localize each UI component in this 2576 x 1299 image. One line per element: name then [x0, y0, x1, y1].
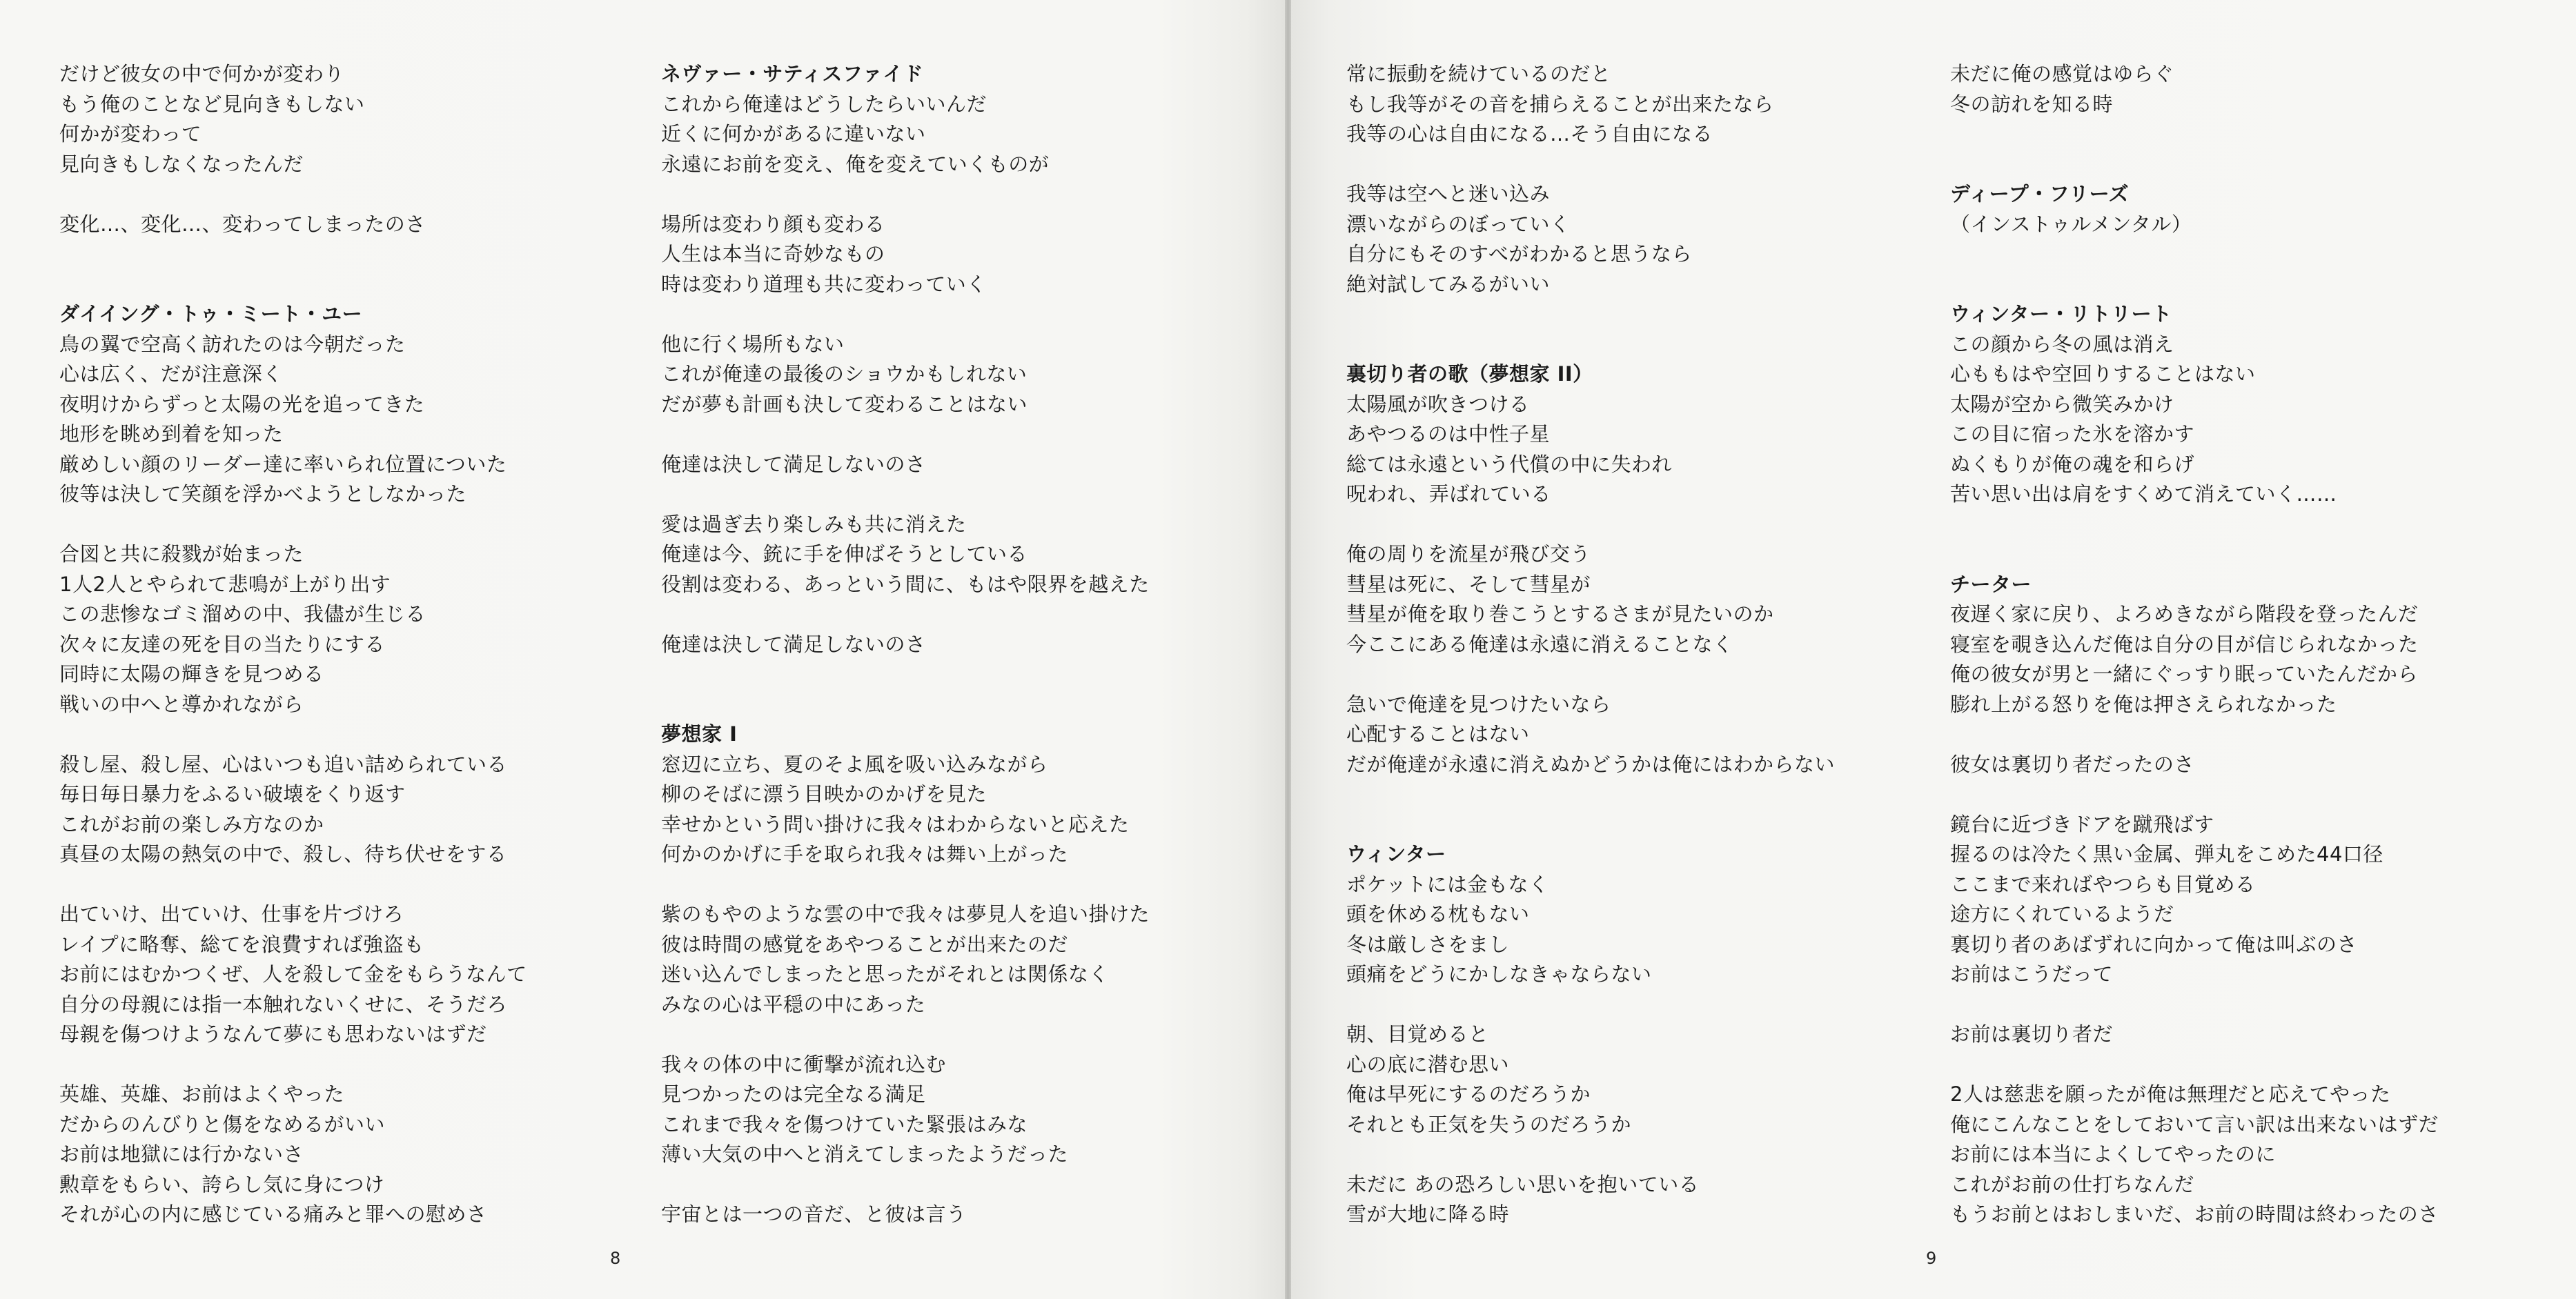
- lyric-line: 俺達は今、銃に手を伸ばそうとしている: [661, 542, 1028, 566]
- lyric-line: 冬は厳しさをまし: [1346, 932, 1510, 956]
- stanza-gap: [1346, 330, 1940, 360]
- lyric-line: 太陽が空から微笑みかけ: [1950, 392, 2174, 416]
- stanza-gap: [661, 870, 1255, 900]
- stanza-gap: [661, 299, 1255, 330]
- lyric-line: 自分の母親には指一本触れないくせに、そうだろ: [59, 992, 508, 1016]
- lyric-line: これが俺達の最後のショウかもしれない: [661, 362, 1028, 386]
- lyric-line: 見向きもしなくなったんだ: [59, 152, 304, 176]
- lyric-line: 太陽風が吹きつける: [1346, 392, 1530, 416]
- stanza-gap: [1346, 510, 1940, 540]
- lyric-line: 合図と共に殺戮が始まった: [59, 542, 304, 566]
- stanza-gap: [661, 599, 1255, 630]
- lyric-line: 毎日毎日暴力をふるい破壊をくり返す: [59, 782, 406, 806]
- lyric-line: 他に行く場所もない: [661, 332, 845, 356]
- lyric-line: 夜遅く家に戻り、よろめきながら階段を登ったんだ: [1950, 602, 2419, 626]
- lyric-line: だが夢も計画も決して変わることはない: [661, 392, 1028, 416]
- lyric-line: 出ていけ、出ていけ、仕事を片づけろ: [59, 902, 404, 926]
- lyric-line: 真昼の太陽の熱気の中で、殺し、待ち伏せをする: [59, 842, 507, 866]
- page-left: [0, 0, 1285, 1299]
- lyric-line: 膨れ上がる怒りを俺は押さえられなかった: [1950, 692, 2337, 716]
- lyric-line: これから俺達はどうしたらいいんだ: [661, 92, 987, 116]
- stanza-gap: [1950, 150, 2544, 180]
- lyric-line: 我等の心は自由になる…そう自由になる: [1346, 122, 1713, 146]
- lyric-line: ぬくもりが俺の魂を和らげ: [1950, 452, 2195, 476]
- left-page-column-2: [661, 59, 1255, 1230]
- stanza-gap: [59, 720, 653, 750]
- lyric-line: 人生は本当に奇妙なもの: [661, 242, 885, 266]
- lyric-line: 握るのは冷たく黒い金属、弾丸をこめた44口径: [1950, 842, 2383, 866]
- lyric-line: この悲惨なゴミ溜めの中、我儘が生じる: [59, 602, 426, 626]
- stanza-gap: [661, 690, 1255, 720]
- stanza-gap: [661, 419, 1255, 450]
- lyric-line: この顔から冬の風は消え: [1950, 332, 2174, 356]
- stanza-gap: [1346, 299, 1940, 330]
- lyric-line: 愛は過ぎ去り楽しみも共に消えた: [661, 512, 967, 536]
- stanza-gap: [1346, 150, 1940, 180]
- lyric-line: 俺にこんなことをしておいて言い訳は出来ないはずだ: [1950, 1112, 2439, 1136]
- lyric-line: 俺の周りを流星が飛び交う: [1346, 542, 1591, 566]
- lyric-line: 薄い大気の中へと消えてしまったようだった: [661, 1142, 1069, 1166]
- lyric-line: 迷い込んでしまったと思ったがそれとは関係なく: [661, 962, 1110, 986]
- lyric-line: 今ここにある俺達は永遠に消えることなく: [1346, 632, 1733, 656]
- lyric-line: 鳥の翼で空高く訪れたのは今朝だった: [59, 332, 406, 356]
- lyric-line: 英雄、英雄、お前はよくやった: [59, 1082, 345, 1106]
- lyric-line: もう俺のことなど見向きもしない: [59, 92, 365, 116]
- lyric-line: 場所は変わり顔も変わる: [661, 212, 885, 236]
- page-right: [1291, 0, 2576, 1299]
- lyric-line: 殺し屋、殺し屋、心はいつも追い詰められている: [59, 752, 508, 776]
- lyric-line: 2人は慈悲を願ったが俺は無理だと応えてやった: [1950, 1082, 2391, 1106]
- lyric-line: 彗星が俺を取り巻こうとするさまが見たいのか: [1346, 602, 1774, 626]
- song-title: 裏切り者の歌（夢想家 II）: [1346, 362, 1593, 386]
- lyric-line: だが俺達が永遠に消えぬかどうかは俺にはわからない: [1346, 752, 1836, 776]
- stanza-gap: [661, 179, 1255, 210]
- stanza-gap: [661, 479, 1255, 510]
- right-page-column-2: [1950, 59, 2544, 1230]
- lyric-line: 地形を眺め到着を知った: [59, 422, 284, 446]
- lyric-line: 常に振動を続けているのだと: [1346, 62, 1611, 86]
- lyric-line: 途方にくれているようだ: [1950, 902, 2174, 926]
- lyric-line: これがお前の仕打ちなんだ: [1950, 1172, 2195, 1196]
- stanza-gap: [1950, 539, 2544, 570]
- lyric-line: 苦い思い出は肩をすくめて消えていく……: [1950, 482, 2337, 506]
- lyric-line: お前は裏切り者だ: [1950, 1022, 2114, 1046]
- lyric-line: 夜明けからずっと太陽の光を追ってきた: [59, 392, 425, 416]
- stanza-gap: [1346, 780, 1940, 810]
- lyric-line: 頭痛をどうにかしなきゃならない: [1346, 962, 1652, 986]
- stanza-gap: [661, 1170, 1255, 1200]
- lyric-line: それとも正気を失うのだろうか: [1346, 1112, 1632, 1136]
- lyric-line: 何かが変わって: [59, 122, 202, 146]
- stanza-gap: [59, 270, 653, 300]
- lyric-line: 厳めしい顔のリーダー達に率いられ位置についた: [59, 452, 507, 476]
- lyric-line: 俺の彼女が男と一緒にぐっすり眠っていたんだから: [1950, 662, 2418, 686]
- stanza-gap: [661, 1020, 1255, 1050]
- lyric-line: 心ももはや空回りすることはない: [1950, 362, 2256, 386]
- lyric-line: レイプに略奪、総てを浪費すれば強盗も: [59, 932, 424, 956]
- song-title: ウィンター・リトリート: [1950, 302, 2172, 326]
- lyric-line: 紫のもやのような雲の中で我々は夢見人を追い掛けた: [661, 902, 1150, 926]
- lyric-line: 勲章をもらい、誇らし気に身につけ: [59, 1172, 385, 1196]
- stanza-gap: [59, 239, 653, 270]
- lyric-line: この目に宿った氷を溶かす: [1950, 422, 2195, 446]
- lyric-line: 見つかったのは完全なる満足: [661, 1082, 926, 1106]
- lyric-line: 幸せかという問い掛けに我々はわからないと応えた: [661, 812, 1130, 836]
- stanza-gap: [1346, 990, 1940, 1020]
- lyric-line: 心配することはない: [1346, 722, 1530, 746]
- lyric-line: それが心の内に感じている痛みと罪への慰めさ: [59, 1202, 487, 1226]
- lyric-line: 俺は早死にするのだろうか: [1346, 1082, 1591, 1106]
- lyric-line: 絶対試してみるがいい: [1346, 272, 1551, 296]
- lyric-line: これまで我々を傷つけていた緊張はみな: [661, 1112, 1028, 1136]
- lyric-line: 戦いの中へと導かれながら: [59, 692, 304, 716]
- page-number-right: 9: [1926, 1249, 1937, 1268]
- stanza-gap: [1950, 270, 2544, 300]
- lyric-line: だからのんびりと傷をなめるがいい: [59, 1112, 386, 1136]
- stanza-gap: [1950, 780, 2544, 810]
- stanza-gap: [1346, 810, 1940, 840]
- lyric-line: 我等は空へと迷い込み: [1346, 182, 1551, 206]
- lyric-line: もうお前とはおしまいだ、お前の時間は終わったのさ: [1950, 1202, 2439, 1226]
- lyric-line: 寝室を覗き込んだ俺は自分の目が信じられなかった: [1950, 632, 2419, 656]
- stanza-gap: [1950, 119, 2544, 150]
- song-title: 夢想家 I: [661, 722, 738, 746]
- lyric-line: これがお前の楽しみ方なのか: [59, 812, 324, 836]
- stanza-gap: [1346, 660, 1940, 690]
- lyric-line: 窓辺に立ち、夏のそよ風を吸い込みながら: [661, 752, 1048, 776]
- song-title: チーター: [1950, 572, 2032, 596]
- lyric-line: 時は変わり道理も共に変わっていく: [661, 272, 987, 296]
- stanza-gap: [1950, 239, 2544, 270]
- lyric-line: 朝、目覚めると: [1346, 1022, 1489, 1046]
- lyric-line: 未だに俺の感覚はゆらぐ: [1950, 62, 2174, 86]
- lyric-line: （インストゥルメンタル）: [1950, 212, 2192, 236]
- lyric-line: だけど彼女の中で何かが変わり: [59, 62, 345, 86]
- lyric-line: 我々の体の中に衝撃が流れ込む: [661, 1052, 947, 1076]
- lyric-line: お前はこうだって: [1950, 962, 2114, 986]
- stanza-gap: [59, 1050, 653, 1080]
- lyric-line: 俺達は決して満足しないのさ: [661, 452, 926, 476]
- stanza-gap: [1950, 1050, 2544, 1080]
- song-title: ダイイング・トゥ・ミート・ユー: [59, 302, 363, 326]
- lyric-line: 役割は変わる、あっという間に、もはや限界を越えた: [661, 572, 1150, 596]
- lyric-line: 彗星は死に、そして彗星が: [1346, 572, 1591, 596]
- lyric-line: 未だに あの恐ろしい思いを抱いている: [1346, 1172, 1700, 1196]
- right-page-column-1: [1346, 59, 1940, 1230]
- lyric-line: 同時に太陽の輝きを見つめる: [59, 662, 324, 686]
- lyric-line: 永遠にお前を変え、俺を変えていくものが: [661, 152, 1050, 176]
- stanza-gap: [59, 510, 653, 540]
- left-page-column-1: [59, 59, 653, 1230]
- lyric-line: 冬の訪れを知る時: [1950, 92, 2114, 116]
- song-title: ウィンター: [1346, 842, 1446, 866]
- lyric-line: 変化…、変化…、変わってしまったのさ: [59, 212, 426, 236]
- lyric-line: 何かのかげに手を取られ我々は舞い上がった: [661, 842, 1069, 866]
- lyric-line: お前には本当によくしてやったのに: [1950, 1142, 2277, 1166]
- lyric-line: あやつるのは中性子星: [1346, 422, 1551, 446]
- lyric-line: 次々に友達の死を目の当たりにする: [59, 632, 386, 656]
- lyric-line: お前は地獄には行かないさ: [59, 1142, 304, 1166]
- stanza-gap: [59, 179, 653, 210]
- lyric-line: 裏切り者のあばずれに向かって俺は叫ぶのさ: [1950, 932, 2358, 956]
- lyric-line: 宇宙とは一つの音だ、と彼は言う: [661, 1202, 967, 1226]
- lyric-line: 近くに何かがあるに違いない: [661, 122, 926, 146]
- lyric-line: ここまで来ればやつらも目覚める: [1950, 872, 2256, 896]
- lyric-line: 頭を休める枕もない: [1346, 902, 1530, 926]
- lyric-line: もし我等がその音を捕らえることが出来たなら: [1346, 92, 1774, 116]
- stanza-gap: [661, 660, 1255, 690]
- lyric-line: 心の底に潜む思い: [1346, 1052, 1510, 1076]
- lyric-line: 自分にもそのすべがわかると思うなら: [1346, 242, 1692, 266]
- lyric-line: お前にはむかつくぜ、人を殺して金をもらうなんて: [59, 962, 527, 986]
- lyric-line: みなの心は平穏の中にあった: [661, 992, 926, 1016]
- lyric-line: 俺達は決して満足しないのさ: [661, 632, 926, 656]
- lyric-line: 彼等は決して笑顔を浮かべようとしなかった: [59, 482, 467, 506]
- lyric-line: ポケットには金もなく: [1346, 872, 1549, 896]
- stanza-gap: [1950, 990, 2544, 1020]
- book-gutter: [1285, 0, 1291, 1299]
- lyric-line: 鏡台に近づきドアを蹴飛ばす: [1950, 812, 2214, 836]
- stanza-gap: [1950, 720, 2544, 750]
- lyric-line: 彼女は裏切り者だったのさ: [1950, 752, 2195, 776]
- lyric-line: 母親を傷つけようなんて夢にも思わないはずだ: [59, 1022, 487, 1046]
- lyric-line: 彼は時間の感覚をあやつることが出来たのだ: [661, 932, 1069, 956]
- page-number-left: 8: [610, 1249, 621, 1268]
- lyric-line: 漂いながらのぼっていく: [1346, 212, 1571, 236]
- lyric-line: 柳のそばに漂う目映かのかげを見た: [661, 782, 987, 806]
- song-title: ディープ・フリーズ: [1950, 182, 2130, 206]
- lyric-line: 心は広く、だが注意深く: [59, 362, 283, 386]
- lyric-line: 呪われ、弄ばれている: [1346, 482, 1551, 506]
- lyric-line: 1人2人とやられて悲鳴が上がり出す: [59, 572, 391, 596]
- lyric-line: 雪が大地に降る時: [1346, 1202, 1510, 1226]
- stanza-gap: [59, 870, 653, 900]
- song-title: ネヴァー・サティスファイド: [661, 62, 924, 86]
- lyric-line: 急いで俺達を見つけたいなら: [1346, 692, 1611, 716]
- stanza-gap: [1346, 1140, 1940, 1170]
- stanza-gap: [1950, 510, 2544, 540]
- lyric-line: 総ては永遠という代償の中に失われ: [1346, 452, 1673, 476]
